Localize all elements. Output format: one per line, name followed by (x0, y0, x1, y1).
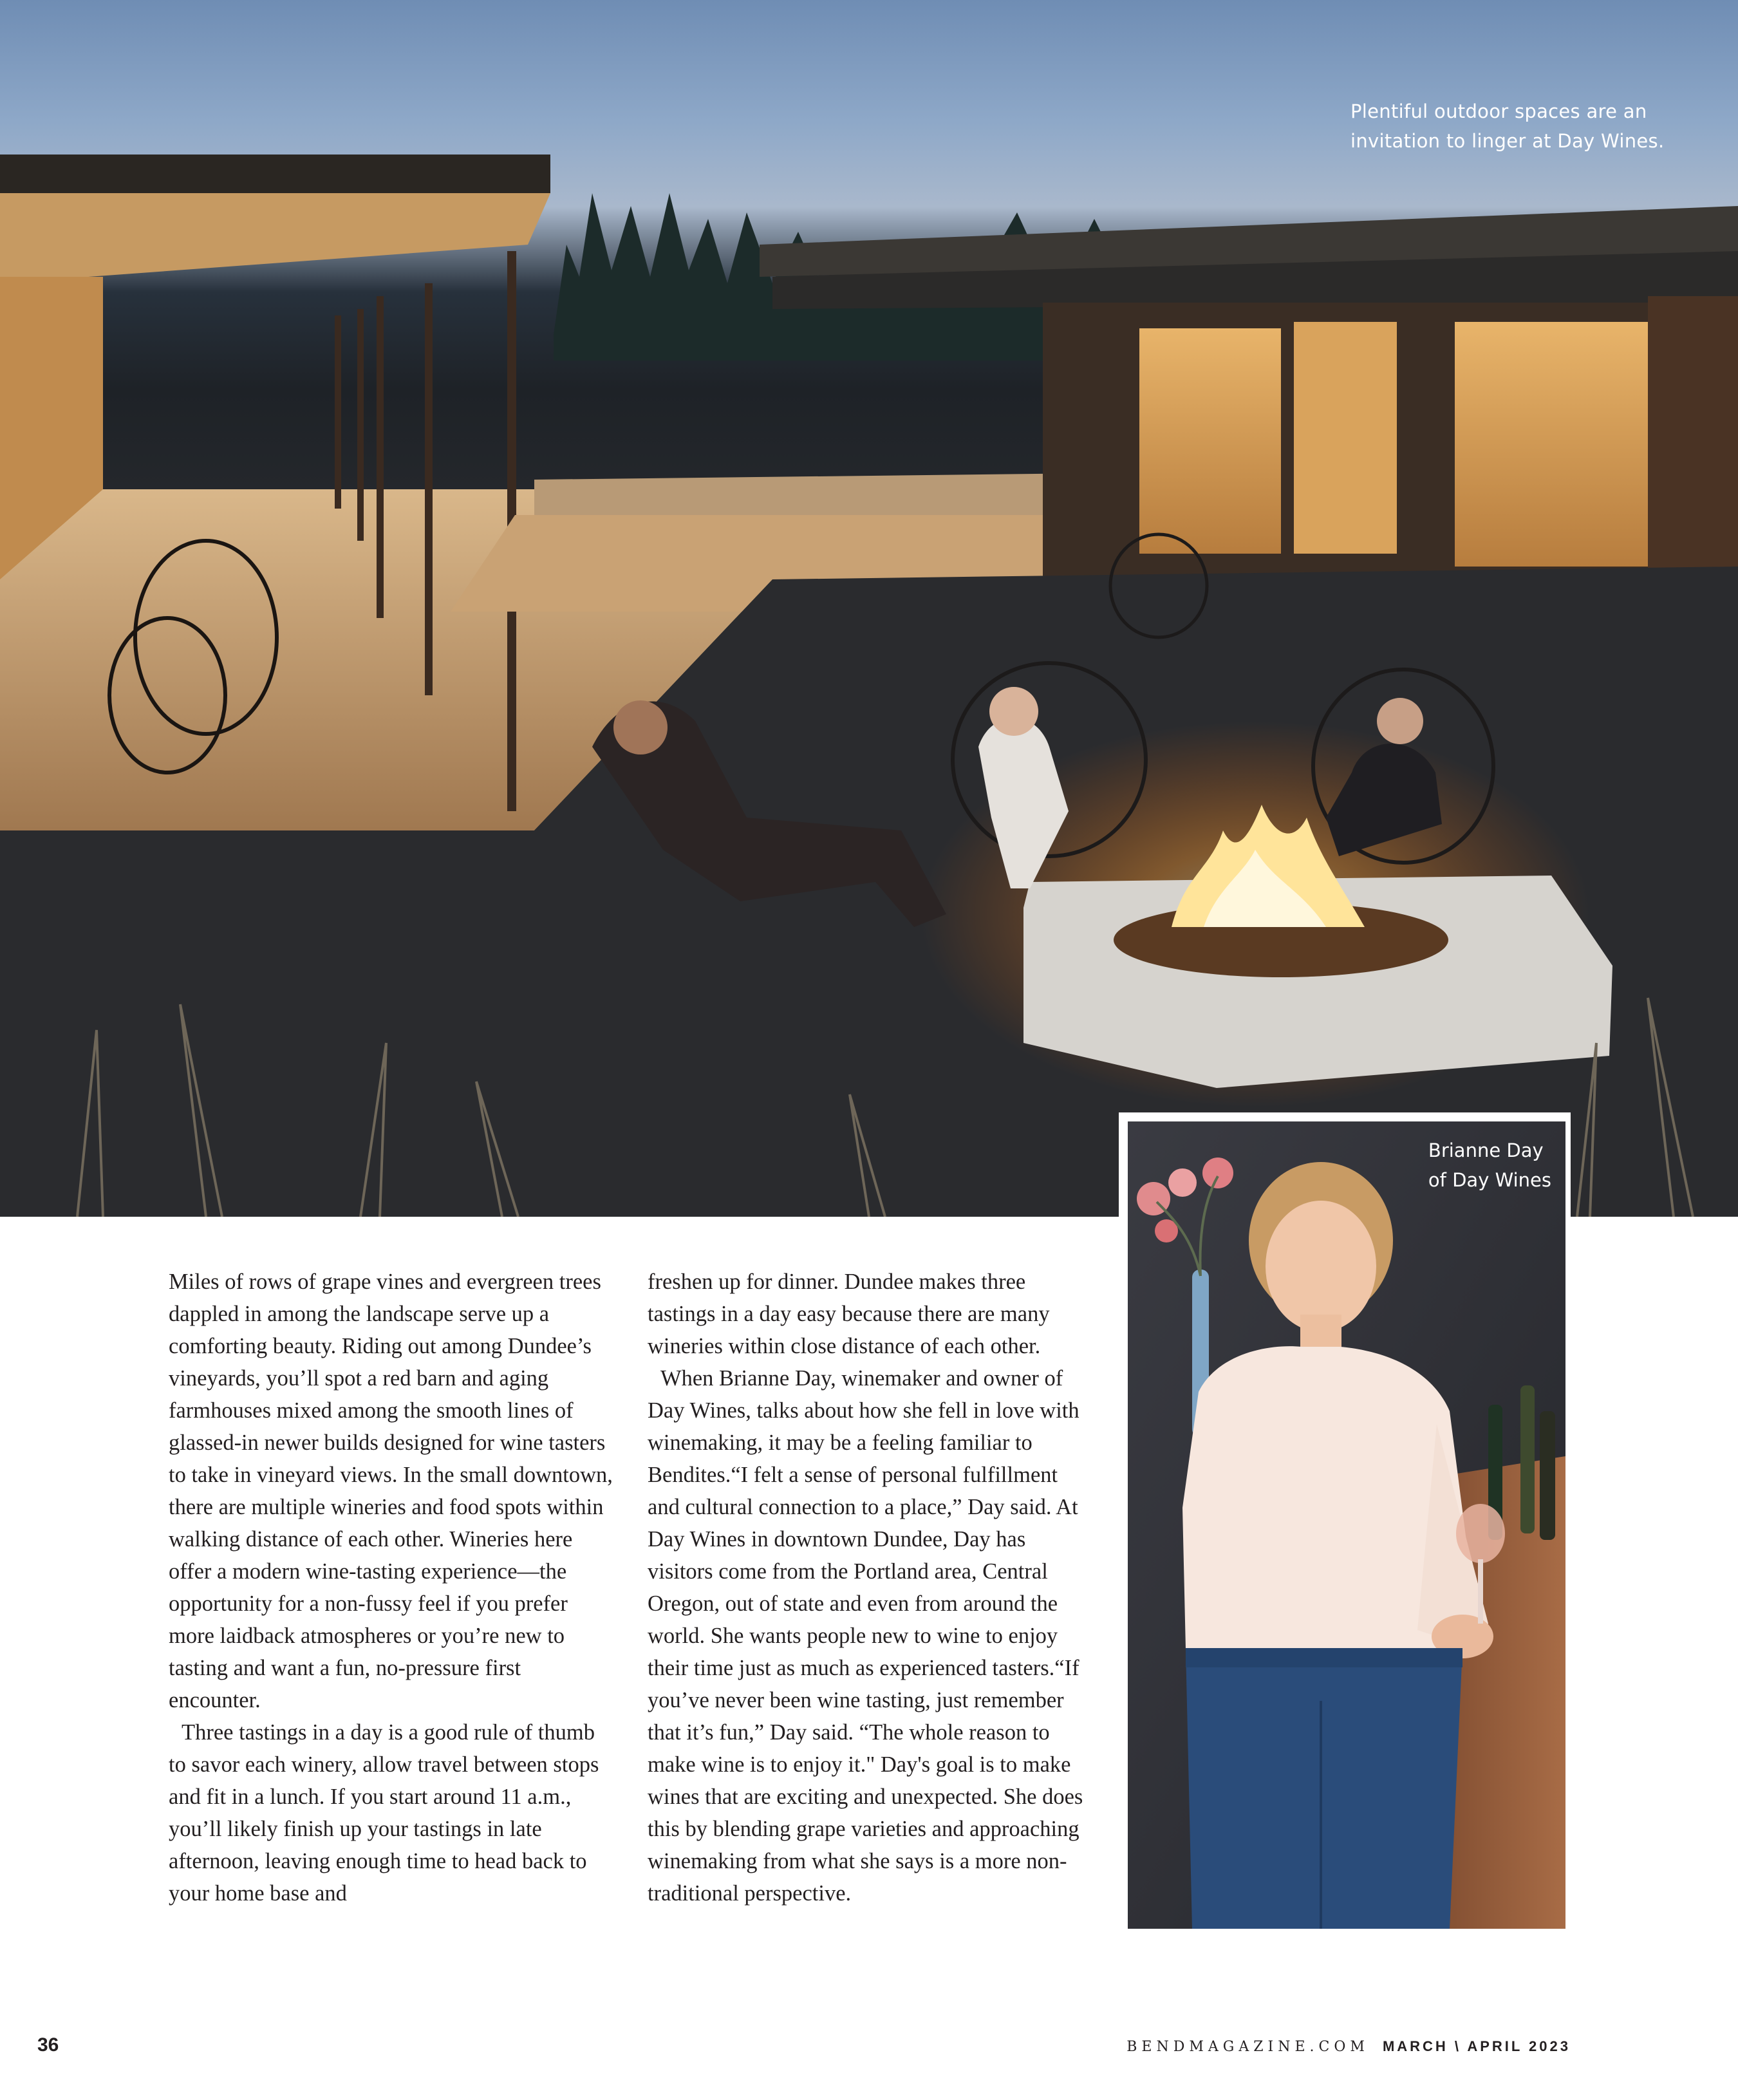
portrait-caption (1428, 1136, 1551, 1195)
article-paragraph: When Brianne Day, winemaker and owner of Day Wines, talks about how she fell in love with winemaking, it may be a feeling familiar to Bendites.“I felt a sense of personal fulfillment and cultural connection to a place,” Day said. At Day Wines in downtown Dundee, Day has visitors come from the Portland area, Central Oregon, out of state and even from around the world. She wants people new to wine to enjoy their time just as much as experienced tasters.“If you’ve never been wine tasting, just remember that it’s fun,” Day said. “The whole reason to make wine is to enjoy it." Day's goal is to make wines that are exciting and unexpected. She does this by blending grape varieties and approaching winemaking from what she says is a more non-traditional perspective. (648, 1366, 1083, 1906)
article-column-2 (648, 1266, 1092, 1909)
portrait-caption-name: Brianne Day (1428, 1139, 1544, 1161)
portrait-photo (1128, 1121, 1565, 1929)
footer-issue: MARCH \ APRIL 2023 (1382, 2038, 1571, 2054)
portrait-caption-affiliation: of Day Wines (1428, 1169, 1551, 1191)
page-number: 36 (37, 2034, 59, 2056)
article-column-1 (169, 1266, 613, 1909)
photo-caption: Plentiful outdoor spaces are an invitation to linger at Day Wines. (1350, 100, 1665, 152)
footer-site: BENDMAGAZINE.COM (1126, 2039, 1369, 2055)
article-paragraph: freshen up for dinner. Dundee makes three tastings in a day easy because there are many wineries within close distance of each other. (648, 1270, 1050, 1358)
footer-folio (1126, 2038, 1571, 2055)
portrait-scene (1128, 1121, 1565, 1929)
article-paragraph: Three tastings in a day is a good rule of thumb to savor each winery, allow travel between stops and fit in a lunch. If you start around 11 a.m., you’ll likely finish up your tastings in late afternoon, leaving enough time to head back to your home base and (169, 1720, 599, 1906)
article-paragraph: Miles of rows of grape vines and evergreen trees dappled in among the landscape serve up a comforting beauty. Riding out among Dundee’s vineyards, you’ll spot a red barn and aging farmhouses mixed among the smooth lines of glassed-in newer builds designed for wine tasters to take in vineyard views. In the small downtown, there are multiple wineries and food spots within walking distance of each other. Wineries here offer a modern wine-tasting experience—the opportunity for a non-fussy feel if you prefer more laidback atmospheres or you’re new to tasting and want a fun, no-pressure first encounter. (169, 1270, 613, 1712)
